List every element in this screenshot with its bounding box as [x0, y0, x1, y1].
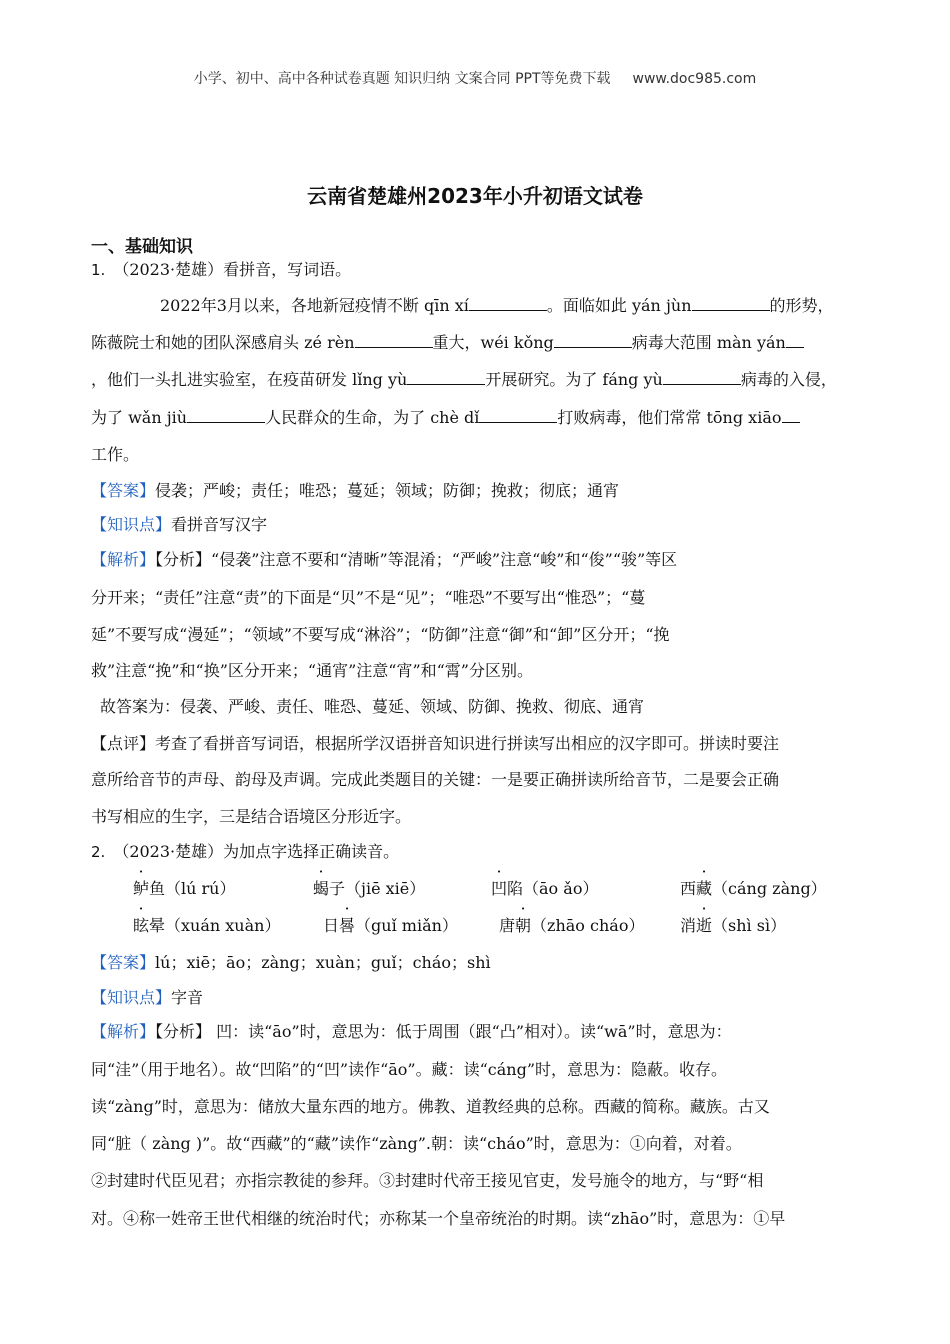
- q2-analysis-line: 【解析】【分析】 凹：读“āo”时，意思为：低于周围（跟“凸”相对）。读“wā”时，意思为：: [91, 1022, 732, 1041]
- q1-analysis-line: 延”不要写成“漫延”；“领域”不要写成“淋浴”；“防御”注意“御”和“卸”区分开；“挽: [91, 625, 670, 644]
- q2-analysis-line: 同“脏（ zàng )”。故“西藏”的“藏”读作“zàng”.朝：读“cháo”时，意思为：①向着，对着。: [91, 1134, 742, 1153]
- header-site-text: 小学、初中、高中各种试卷真题 知识归纳 文案合同 PPT等免费下载: [193, 71, 611, 87]
- answer-blank[interactable]: [187, 406, 265, 423]
- answer-blank[interactable]: [355, 331, 433, 348]
- answer-tag: 【答案】: [91, 953, 156, 972]
- q1-passage-line-1: 2022年3月以来，各地新冠疫情不断 qīn xí 。面临如此 yán jùn 的形势，: [160, 296, 834, 315]
- q1-passage-line-5: 工作。: [91, 445, 140, 464]
- q1-passage-line-2: 陈薇院士和她的团队深感肩头 zé rèn 重大，wéi kǒng 病毒大范围 màn yán: [91, 331, 861, 355]
- analysis-tag: 【解析】: [91, 1022, 156, 1041]
- dotted-char: 朝: [515, 916, 532, 935]
- q2-analysis-line: ②封建时代臣见君；亦指宗教徒的参拜。③封建时代帝王接见官吏，发号施令的地方，与“野“相: [91, 1171, 764, 1190]
- q1-source: （2023·楚雄）看拼音，写词语。: [113, 260, 352, 279]
- pinyin-option[interactable]: 消逝（shì sì）: [680, 913, 786, 936]
- answer-blank[interactable]: [782, 406, 800, 423]
- q1-stem: [91, 258, 861, 282]
- q2-knowledge-point: 【知识点】字音: [91, 988, 204, 1007]
- dotted-char: 逝: [696, 916, 713, 935]
- q1-comment-line: 【点评】考查了看拼音写词语，根据所学汉语拼音知识进行拼读写出相应的汉字即可。拼读时要注: [91, 734, 780, 753]
- answer-blank[interactable]: [554, 331, 632, 348]
- pinyin-option[interactable]: 眩晕（xuán xuàn）: [133, 913, 280, 936]
- answer-blank[interactable]: [786, 331, 804, 348]
- pinyin-option[interactable]: 鲈鱼（lú rú）: [133, 876, 235, 899]
- pinyin-option[interactable]: 唐朝（zhāo cháo）: [499, 913, 644, 936]
- q2-number: 2.: [91, 843, 106, 861]
- knowledge-point-tag: 【知识点】: [91, 988, 172, 1007]
- q1-final-answer: 故答案为：侵袭、严峻、责任、唯恐、蔓延、领域、防御、挽救、彻底、通宵: [100, 697, 645, 716]
- q1-answer: 【答案】侵袭；严峻；责任；唯恐；蔓延；领域；防御；挽救；彻底；通宵: [91, 481, 620, 500]
- dotted-char: 晷: [339, 916, 356, 935]
- q2-answer: 【答案】lú；xiē；āo；zàng；xuàn；guǐ；cháo；shì: [91, 953, 491, 972]
- q1-analysis-line: 救”注意“挽”和“换”区分开来；“通宵”注意“宵”和“霄”分区别。: [91, 661, 533, 680]
- dotted-char: 眩: [133, 916, 150, 935]
- q1-number: 1.: [91, 261, 106, 279]
- dotted-char: 凹: [491, 879, 508, 898]
- answer-tag: 【答案】: [91, 481, 156, 500]
- dotted-char: 藏: [696, 879, 713, 898]
- q2-source: （2023·楚雄）为加点字选择正确读音。: [113, 842, 400, 861]
- analysis-tag: 【解析】: [91, 550, 156, 569]
- q1-comment-line: 意所给音节的声母、韵母及声调。完成此类题目的关键：一是要正确拼读所给音节，二是要会正确: [91, 770, 780, 789]
- page-header: [0, 68, 950, 88]
- q2-analysis-line: 读“zàng”时，意思为：储放大量东西的地方。佛教、道教经典的总称。西藏的简称。藏族。古又: [91, 1097, 770, 1116]
- page-title: 云南省楚雄州2023年小升初语文试卷: [307, 184, 643, 208]
- answer-blank[interactable]: [479, 406, 557, 423]
- section-heading: 一、基础知识: [91, 237, 193, 257]
- dotted-char: 鲈: [133, 879, 150, 898]
- pinyin-option[interactable]: 西藏（cáng zàng）: [680, 876, 827, 899]
- dotted-char: 蝎: [313, 879, 330, 898]
- knowledge-point-tag: 【知识点】: [91, 515, 172, 534]
- answer-blank[interactable]: [663, 368, 741, 385]
- q1-knowledge-point: 【知识点】看拼音写汉字: [91, 515, 268, 534]
- answer-blank[interactable]: [469, 294, 547, 311]
- q1-passage-line-3: ，他们一头扎进实验室，在疫苗研发 lǐng yù 开展研究。为了 fáng yù 病毒的入侵，: [91, 370, 837, 389]
- pinyin-option[interactable]: 蝎子（jiē xiē）: [313, 876, 425, 899]
- pinyin-option[interactable]: 日晷（guǐ miǎn）: [323, 913, 458, 936]
- q1-analysis-line: 分开来；“责任”注意“责”的下面是“贝”不是“见”；“唯恐”不要写出“惟恐”；“蔓: [91, 588, 646, 607]
- q1-analysis-line: 【解析】【分析】“侵袭”注意不要和“清晰”等混淆；“严峻”注意“峻”和“俊”“骏”等区: [91, 550, 678, 569]
- answer-blank[interactable]: [407, 368, 485, 385]
- header-url[interactable]: www.doc985.com: [632, 71, 757, 87]
- answer-blank[interactable]: [692, 294, 770, 311]
- q1-passage-line-4: 为了 wǎn jiù 人民群众的生命，为了 chè dǐ 打败病毒，他们常常 tōng xiāo: [91, 406, 861, 430]
- q2-analysis-line: 对。④称一姓帝王世代相继的统治时代；亦称某一个皇帝统治的时期。读“zhāo”时，意思为：①早: [91, 1209, 786, 1228]
- q2-analysis-line: 同“洼”（用于地名）。故“凹陷”的“凹”读作“āo”。藏：读“cáng”时，意思为：隐蔽。收存。: [91, 1060, 728, 1079]
- q1-comment-line: 书写相应的生字，三是结合语境区分形近字。: [91, 807, 412, 826]
- pinyin-option[interactable]: 凹陷（āo ǎo）: [491, 876, 598, 899]
- q2-stem: [91, 840, 861, 864]
